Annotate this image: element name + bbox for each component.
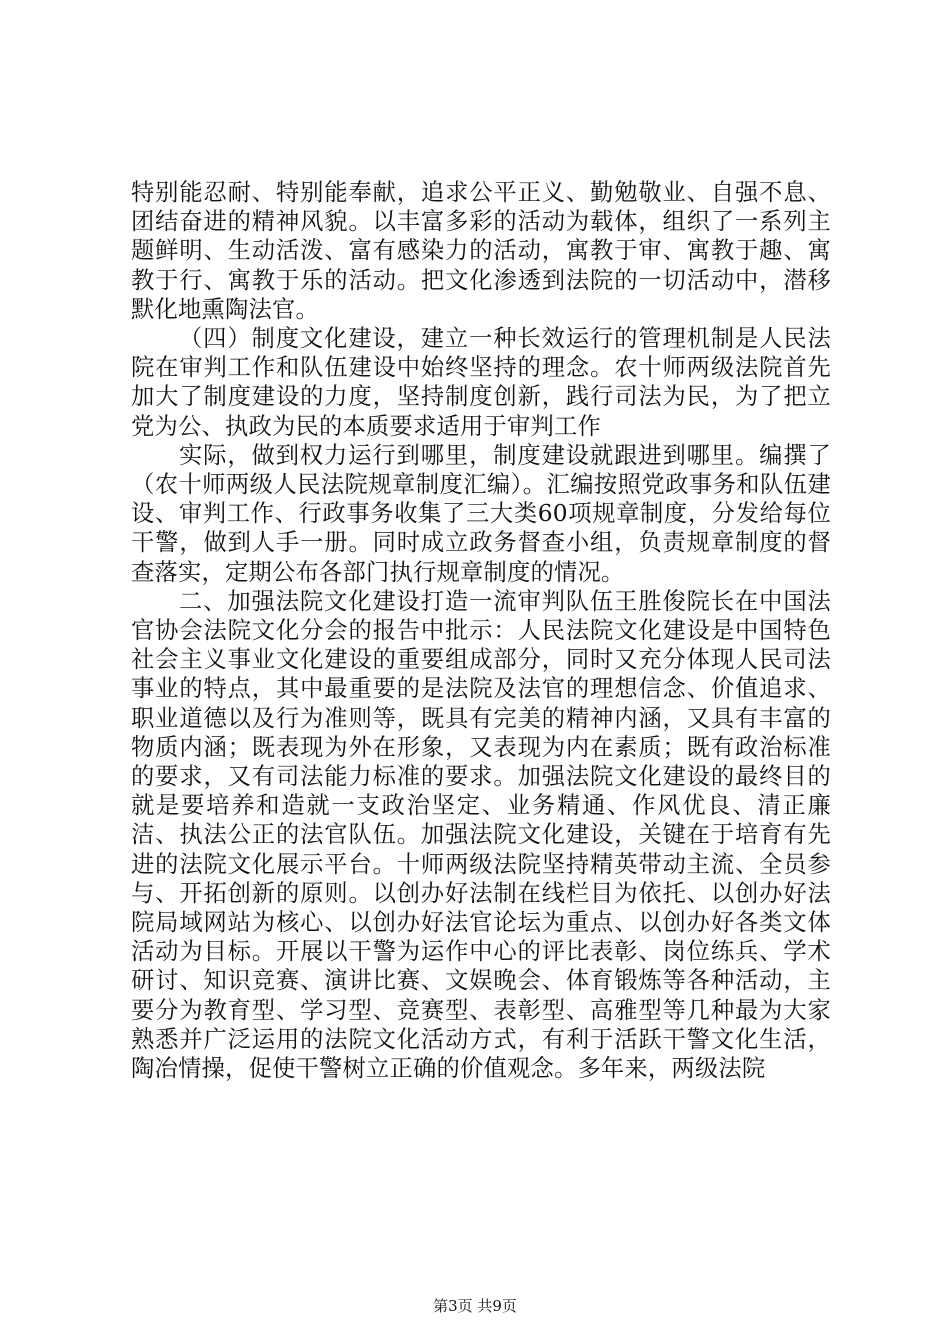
body-text <box>131 178 831 1083</box>
paragraph-system-culture: （四）制度文化建设，建立一种长效运行的管理机制是人民法院在审判工作和队伍建设中始终坚持的理念。农十师两级法院首先加大了制度建设的力度，坚持制度创新，践行司法为民，为了把立党为公、执政为民的本质要求适用于审判工作 <box>131 325 831 440</box>
paragraph-culture-activities: 特别能忍耐、特别能奉献，追求公平正义、勤勉敬业、自强不息、团结奋进的精神风貌。以丰富多彩的活动为载体，组织了一系列主题鲜明、生动活泼、富有感染力的活动，寓教于审、寓教于趣、寓教于行、寓教于乐的活动。把文化渗透到法院的一切活动中，潜移默化地熏陶法官。 <box>131 179 831 323</box>
paragraph-rules-compilation: 实际，做到权力运行到哪里，制度建设就跟进到哪里。编撰了（农十师两级人民法院规章制度汇编）。汇编按照党政事务和队伍建设、审判工作、行政事务收集了三大类60项规章制度，分发给每位干警，做到人手一册。同时成立政务督查小组，负责规章制度的督查落实，定期公布各部门执行规章制度的情况。 <box>131 441 831 586</box>
paragraph-strengthen-culture: 二、加强法院文化建设打造一流审判队伍王胜俊院长在中国法官协会法院文化分会的报告中批示：人民法院文化建设是中国特色社会主义事业文化建设的重要组成部分，同时又充分体现人民司法事业的特点，其中最重要的是法院及法官的理想信念、价值追求、职业道德以及行为准则等，既具有完美的精神内涵，又具有丰富的物质内涵；既表现为外在形象，又表现为内在素质；既有政治标准的要求，又有司法能力标准的要求。加强法院文化建设的最终目的就是要培养和造就一支政治坚定、业务精通、作风优良、清正廉洁、执法公正的法官队伍。加强法院文化建设，关键在于培育有先进的法院文化展示平台。十师两级法院坚持精英带动主流、全员参与、开拓创新的原则。以创办好法制在线栏目为依托、以创办好法院局域网站为核心、以创办好法官论坛为重点、以创办好各类文体活动为目标。开展以干警为运作中心的评比表彰、岗位练兵、学术研讨、知识竞赛、演讲比赛、文娱晚会、体育锻炼等各种活动，主要分为教育型、学习型、竞赛型、表彰型、高雅型等几种最为大家熟悉并广泛运用的法院文化活动方式，有利于活跃干警文化生活，陶冶情操，促使干警树立正确的价值观念。多年来，两级法院 <box>131 587 831 1083</box>
page-footer: 第3页 共9页 <box>433 1297 517 1315</box>
